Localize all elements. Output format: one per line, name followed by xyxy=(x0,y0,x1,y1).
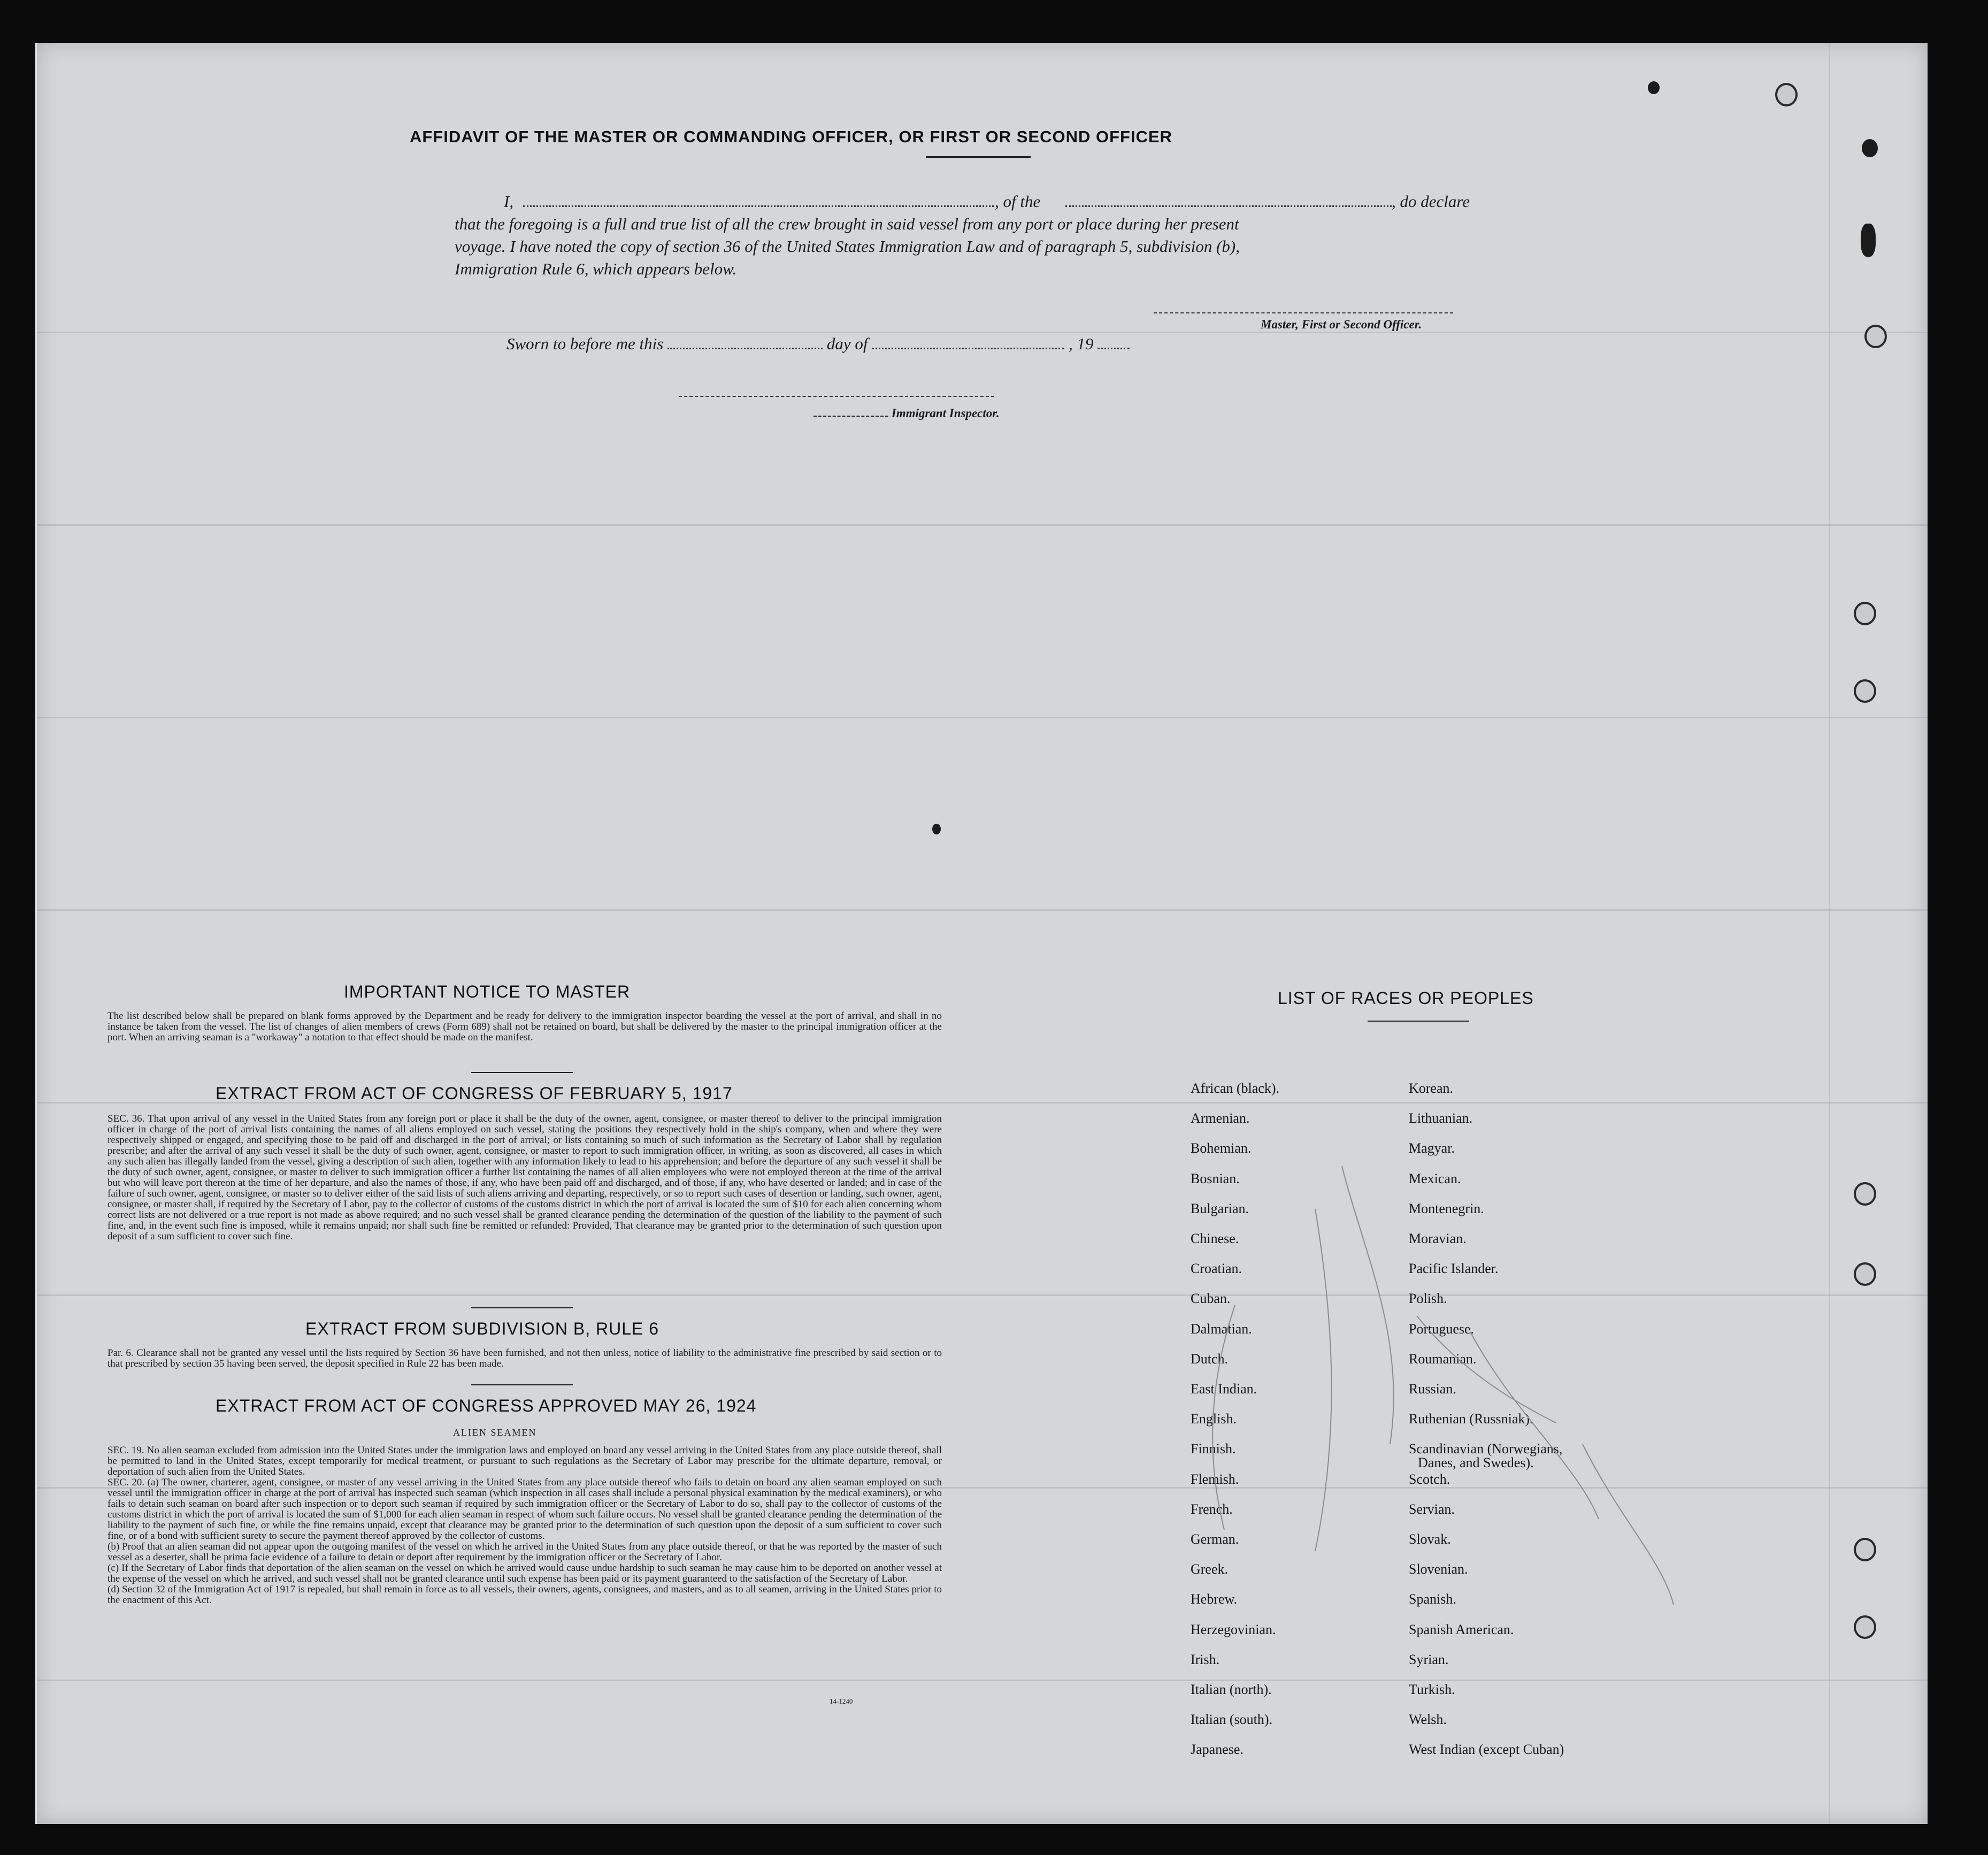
sworn-text: Sworn to before me this xyxy=(506,334,664,353)
race-item: Turkish. xyxy=(1409,1682,1455,1697)
race-item: Bohemian. xyxy=(1191,1140,1252,1156)
races-title: LIST OF RACES OR PEOPLES xyxy=(1278,988,1534,1008)
affidavit-i: I, xyxy=(504,192,514,211)
extract-rule6-title: EXTRACT FROM SUBDIVISION B, RULE 6 xyxy=(305,1319,659,1338)
race-item: East Indian. xyxy=(1191,1381,1257,1397)
race-item: Italian (south). xyxy=(1191,1712,1273,1727)
document-sheet xyxy=(35,43,1928,1824)
punch-hole xyxy=(1854,1615,1876,1639)
race-item: Slovenian. xyxy=(1409,1561,1468,1577)
race-item: Croatian. xyxy=(1191,1261,1242,1276)
ink-blot xyxy=(1861,224,1876,257)
race-item: African (black). xyxy=(1191,1080,1280,1096)
punch-hole xyxy=(1854,1182,1876,1206)
race-item: Armenian. xyxy=(1191,1110,1250,1126)
signature-field[interactable] xyxy=(1154,312,1453,313)
punch-hole xyxy=(1864,325,1887,348)
ink-blot xyxy=(1648,81,1660,94)
race-item: Scotch. xyxy=(1409,1471,1450,1487)
sec-20c: (c) If the Secretary of Labor finds that deportation of the alien seaman on the vessel on which he arrived would cause undue hardship to such seaman he may cause him to be deported on another vessel at the expense of the vessel on which he arrived, and such vessel shall not be granted clearance until such expense has been paid or its payment guaranteed to the satisfaction of the Secretary of Labor. xyxy=(108,1562,942,1584)
sec-19: SEC. 19. No alien seaman excluded from admission into the United States under the immigration laws and employed on board any vessel arriving in the United States from any place outside thereof, shall be permitted to land in the United States, except temporarily for medical treatment, or pursuant to such regulations as the Secretary of Labor may prescribe for the ultimate departure, removal, or deportation of such alien from the United States. xyxy=(108,1445,942,1477)
extract-1917-body: SEC. 36. That upon arrival of any vessel in the United States from any foreign port or place it shall be the duty of the owner, agent, consignee, or master thereof to deliver to the principal immigration officer in charge of the port of arrival lists containing the names of all aliens employed on such vessel, stating the positions they respectively hold in the ship's company, when and where they were respectively shipped or engaged, and specifying those to be paid off and discharged in the port of arrival; or lists containing so much of such information as the Secretary of Labor shall by regulation prescribe; and after the arrival of any such vessel it shall be the duty of such owner, agent, consignee, or master to report to such immigration officer, in writing, as soon as discovered, all cases in which any such alien has illegally landed from the vessel, giving a description of such alien, together with any information likely to lead to his apprehension; and before the departure of any such vessel it shall be the duty of such owner, agent, consignee, or master to deliver to such immigration officer a further list containing the names of all alien employees who were not employed thereon at the time of the arrival but who will leave port thereon at the time of her departure, and also the names of those, if any, who have been paid off and discharged, and of those, if any, who have deserted or landed; and in case of the failure of such owner, agent, consignee, or master so to deliver either of the said lists of such aliens arriving and departing, respectively, or so to report such cases of desertion or landing, such owner, agent, consignee, or master shall, if required by the Secretary of Labor, pay to the collector of customs of the customs district in which the port of arrival is located the sum of $10 for each alien concerning whom correct lists are not delivered or a true report is not made as above required; and no such vessel shall be granted clearance pending the determination of the question of the liability to the payment of such fine, and, in the event such fine is imposed, while it remains unpaid; nor shall such fine be remitted or refunded: Provided, That clearance may be granted prior to the determination of such question upon deposit of a sum sufficient to cover such fine. xyxy=(108,1113,942,1242)
affidavit-body xyxy=(455,190,1540,280)
race-item: Montenegrin. xyxy=(1409,1201,1484,1216)
race-item: Roumanian. xyxy=(1409,1351,1477,1367)
sworn-month-field[interactable] xyxy=(872,344,1064,349)
pencil-stroke xyxy=(1315,1209,1331,1551)
affidavit-line-2: that the foregoing is a full and true list of all the crew brought in said vessel from any port or place during her present xyxy=(455,214,1239,233)
section-rule xyxy=(471,1307,573,1308)
affidavit-title: AFFIDAVIT OF THE MASTER OR COMMANDING OFFICER, OR FIRST OR SECOND OFFICER xyxy=(409,127,1173,146)
affidavit-do-declare: , do declare xyxy=(1392,192,1470,211)
punch-hole xyxy=(1854,1262,1876,1286)
race-item: Dalmatian. xyxy=(1191,1321,1252,1337)
form-number: 14-1240 xyxy=(830,1697,853,1705)
race-item: Slovak. xyxy=(1409,1531,1451,1547)
race-item: Cuban. xyxy=(1191,1291,1231,1306)
punch-hole xyxy=(1854,602,1876,625)
race-item: Spanish. xyxy=(1409,1591,1456,1607)
race-item: Chinese. xyxy=(1191,1231,1239,1246)
extract-1924-body xyxy=(108,1445,942,1606)
affidavit-line-4: Immigration Rule 6, which appears below. xyxy=(455,259,737,278)
punch-hole xyxy=(1854,1538,1876,1561)
race-item: Russian. xyxy=(1409,1381,1456,1397)
race-item: Hebrew. xyxy=(1191,1591,1238,1607)
race-item: Moravian. xyxy=(1409,1231,1467,1246)
race-item: English. xyxy=(1191,1411,1237,1427)
show-through-vline xyxy=(1829,43,1830,1824)
race-item: Dutch. xyxy=(1191,1351,1229,1367)
race-item: West Indian (except Cuban) xyxy=(1409,1742,1564,1757)
section-rule xyxy=(471,1072,573,1073)
race-item: Danes, and Swedes). xyxy=(1418,1455,1534,1470)
extract-rule6-body: Par. 6. Clearance shall not be granted any vessel until the lists required by Section 36 have been furnished, and not then unless, notice of liability to the administrative fine prescribed by said section or to that prescribed by section 35 having been served, the deposit specified in Rule 22 has been made. xyxy=(108,1347,942,1369)
race-item: Korean. xyxy=(1409,1080,1454,1096)
affidavit-of-the: , of the xyxy=(995,192,1041,211)
sec-20b: (b) Proof that an alien seaman did not appear upon the outgoing manifest of the vessel on which he arrived in the United States from any place outside thereof, or that he was reported by the master of such vessel as a deserter, shall be prima facie evidence of a failure to detain or deport after requirement by the immigration officer or the Secretary of Labor. xyxy=(108,1541,942,1563)
pencil-stroke xyxy=(1417,1316,1556,1423)
extract-1917-title: EXTRACT FROM ACT OF CONGRESS OF FEBRUARY 5, 1917 xyxy=(216,1084,733,1103)
alien-seamen-subtitle: ALIEN SEAMEN xyxy=(453,1427,537,1438)
show-through-line xyxy=(37,717,1928,718)
affidavit-line-3: voyage. I have noted the copy of section 36 of the United States Immigration Law and of paragraph 5, subdivision (b), xyxy=(455,237,1240,256)
race-item: Bulgarian. xyxy=(1191,1201,1249,1216)
races-rule xyxy=(1368,1021,1469,1022)
inspector-caption: Immigrant Inspector. xyxy=(891,407,1000,420)
race-item: Japanese. xyxy=(1191,1742,1244,1757)
race-item: Lithuanian. xyxy=(1409,1110,1473,1126)
sworn-line xyxy=(506,334,1130,354)
sec-20a: SEC. 20. (a) The owner, charterer, agent, consignee, or master of any vessel arriving in the United States from any place outside thereof who fails to detain on board any alien seaman employed on such vessel until the immigration officer in charge at the port of arrival has inspected such seaman (which inspection in all cases shall include a personal physical examination by the medical examiners), or who fails to detain such seaman on board after such inspection or to deport such seaman if required by such immigration officer or the Secretary of Labor to do so, shall pay to the collector of customs of the customs district in which the port of arrival is located the sum of $1,000 for each alien seaman in respect of whom such failure occurs. No vessel shall be granted clearance pending the determination of the liability to the payment of such fine, or while the fine remains unpaid, except that clearance may be granted prior to the determination of such question upon the deposit of a sum sufficient to cover such fine, or of a bond with sufficient surety to secure the payment thereof approved by the collector of customs. xyxy=(108,1477,942,1542)
race-item: Spanish American. xyxy=(1409,1622,1514,1637)
sworn-year-field[interactable] xyxy=(1097,344,1130,349)
race-item: Flemish. xyxy=(1191,1471,1239,1487)
day-of-text: day of xyxy=(826,334,868,353)
ink-blot xyxy=(932,824,941,834)
inspector-dash xyxy=(813,412,888,417)
race-item: Polish. xyxy=(1409,1291,1447,1306)
notice-body: The list described below shall be prepared on blank forms approved by the Department and be ready for delivery to the immigration inspector boarding the vessel at the port of arrival, and shall in no instance be taken from the vessel. The list of changes of alien members of crews (Form 689) shall not be retained on board, but shall be delivered by the master to the principal immigration officer at the port. When an arriving seaman is a "workaway" a notation to that effect should be made on the manifest. xyxy=(108,1010,942,1043)
year-prefix: , 19 xyxy=(1068,334,1094,353)
title-rule xyxy=(926,156,1031,158)
race-item: Welsh. xyxy=(1409,1712,1447,1727)
race-item: Ruthenian (Russniak). xyxy=(1409,1411,1533,1427)
show-through-line xyxy=(37,332,1928,333)
race-item: Greek. xyxy=(1191,1561,1229,1577)
notice-title: IMPORTANT NOTICE TO MASTER xyxy=(344,982,631,1001)
punch-hole xyxy=(1854,679,1876,703)
punch-hole xyxy=(1775,83,1798,106)
ink-blot xyxy=(1862,139,1878,157)
vessel-field[interactable] xyxy=(1065,202,1392,207)
race-item: Syrian. xyxy=(1409,1652,1449,1667)
section-rule xyxy=(471,1384,573,1385)
sworn-day-field[interactable] xyxy=(667,344,823,349)
show-through-line xyxy=(37,909,1928,911)
race-item: Pacific Islander. xyxy=(1409,1261,1499,1276)
race-item: Herzegovinian. xyxy=(1191,1622,1276,1637)
pencil-stroke xyxy=(1342,1166,1394,1444)
sec-20d: (d) Section 32 of the Immigration Act of 1917 is repealed, but shall remain in force as to all vessels, their owners, agents, consignees, and masters, and as to all seamen, arriving in the United States prior to the enactment of this Act. xyxy=(108,1584,942,1606)
race-item: Finnish. xyxy=(1191,1441,1236,1457)
name-field[interactable] xyxy=(523,202,994,207)
inspector-line xyxy=(813,407,1000,420)
race-item: German. xyxy=(1191,1531,1239,1547)
race-item: Italian (north). xyxy=(1191,1682,1272,1697)
race-item: Servian. xyxy=(1409,1501,1455,1517)
race-item: Irish. xyxy=(1191,1652,1220,1667)
inspector-signature-field[interactable] xyxy=(679,396,994,397)
race-item: Mexican. xyxy=(1409,1171,1461,1186)
race-item: Bosnian. xyxy=(1191,1171,1240,1186)
pencil-stroke xyxy=(1470,1332,1599,1519)
extract-1924-title: EXTRACT FROM ACT OF CONGRESS APPROVED MAY 26, 1924 xyxy=(216,1396,757,1415)
race-item: Scandinavian (Norwegians, xyxy=(1409,1441,1563,1457)
affidavit-line-1 xyxy=(455,190,1540,213)
pencil-stroke xyxy=(1583,1444,1674,1605)
show-through-line xyxy=(37,524,1928,526)
signature-caption: Master, First or Second Officer. xyxy=(1261,318,1422,331)
race-item: Magyar. xyxy=(1409,1140,1455,1156)
race-item: Portuguese. xyxy=(1409,1321,1475,1337)
pencil-stroke xyxy=(1212,1305,1235,1530)
race-item: French. xyxy=(1191,1501,1233,1517)
pencil-marks xyxy=(1139,1145,1780,1744)
